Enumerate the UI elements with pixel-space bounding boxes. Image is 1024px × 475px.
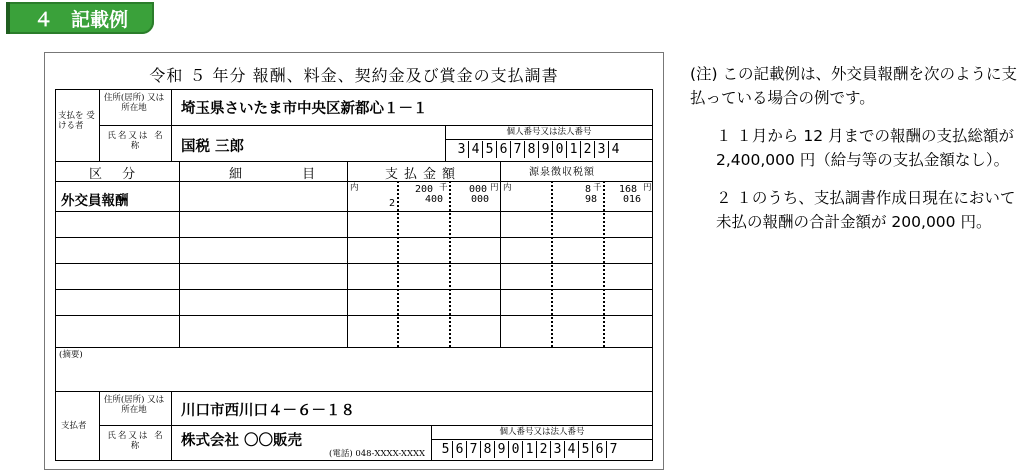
recipient-id-digit: 1: [566, 141, 580, 158]
amount-thousands-value: 400: [424, 194, 443, 205]
form-title: 令和 ５ 年分 報酬、料金、契約金及び賞金の支払調書: [149, 66, 559, 85]
payer-id-label: 個人番号又は法人番号: [499, 427, 585, 437]
amount-yen-value: 000: [470, 194, 489, 205]
note-item-2: ２ １のうち、支払調書作成日現在において未払の報酬の合計金額が 200,000 円。: [716, 189, 1016, 231]
recipient-id-digit: 7: [510, 141, 524, 158]
payer-name-label: 氏名又は 名称: [107, 431, 165, 451]
payer-phone: (電話) 048-XXXX-XXXX: [329, 449, 426, 459]
note-heading: (注) この記載例は、外交員報酬を次のように支払っている場合の例です。: [690, 65, 1018, 107]
recipient-id-digit: 3: [457, 142, 466, 157]
column-detail: 細 目: [229, 167, 344, 182]
section-title: 記載例: [71, 8, 129, 31]
column-amount: 支払金額: [385, 167, 462, 182]
payer-side-label: 支払者: [61, 421, 87, 431]
recipient-id-number: [455, 141, 622, 158]
payer-id-digit: 2: [536, 441, 550, 458]
section-bracket-decoration: [6, 2, 20, 34]
recipient-address-label: 住所(居所) 又は所在地: [103, 93, 165, 113]
tax-thousands-value: 98: [584, 194, 597, 205]
payer-id-digit: 9: [494, 441, 508, 458]
payer-id-number: [439, 441, 620, 458]
payer-id-digit: 1: [522, 441, 536, 458]
note-item-1: １ １月から 12 月までの報酬の支払総額が 2,400,000 円（給与等の支払金額なし）。: [716, 127, 1015, 169]
payer-address-label: 住所(居所) 又は所在地: [103, 395, 165, 415]
section-header: [6, 2, 154, 34]
amount-yen-unit: 円: [490, 183, 499, 193]
payer-id-digit: 5: [578, 441, 592, 458]
payer-name: 株式会社 〇〇販売: [181, 433, 303, 449]
recipient-id-label: 個人番号又は法人番号: [506, 127, 592, 137]
tax-thousands-top: 8: [584, 184, 591, 195]
column-category: 区 分: [89, 167, 144, 182]
remarks-label: (摘要): [59, 350, 83, 360]
tax-yen-value: 016: [622, 194, 641, 205]
tax-thousands-unit: 千: [593, 183, 602, 193]
recipient-id-digit: 9: [538, 141, 552, 158]
tax-yen-top: 168: [618, 184, 637, 195]
recipient-id-digit: 8: [524, 141, 538, 158]
amount-unpaid-value: 2: [388, 198, 395, 209]
payer-id-digit: 7: [606, 441, 620, 458]
recipient-id-digit: 2: [580, 141, 594, 158]
column-tax: 源泉徴収税額: [529, 167, 595, 178]
recipient-id-digit: 6: [496, 141, 510, 158]
recipient-name: 国税 三郎: [181, 139, 245, 155]
explanatory-note: [690, 62, 1020, 234]
payer-id-digit: 6: [452, 441, 466, 458]
recipient-id-digit: 4: [608, 141, 622, 158]
recipient-id-digit: 3: [594, 141, 608, 158]
row-category: 外交員報酬: [61, 193, 129, 209]
section-number: ４: [34, 8, 54, 31]
payer-address: 川口市西川口４－６－１８: [181, 403, 355, 419]
amount-thousands-unit: 千: [439, 183, 448, 193]
recipient-id-digit: 5: [482, 141, 496, 158]
recipient-address: 埼玉県さいたま市中央区新都心１－１: [181, 101, 428, 117]
recipient-id-digit: 4: [468, 141, 482, 158]
recipient-side-label: 支払を 受ける者: [58, 111, 95, 131]
tax-yen-unit: 円: [643, 183, 652, 193]
recipient-name-label: 氏名又は 名称: [107, 131, 165, 151]
tax-uchi-label: 内: [503, 183, 512, 193]
amount-yen-top: 000: [468, 184, 487, 195]
payer-id-digit: 5: [441, 442, 450, 457]
payment-record-form: [44, 52, 664, 470]
amount-uchi-label: 内: [350, 183, 359, 193]
recipient-id-digit: 0: [552, 141, 566, 158]
amount-thousands-top: 200: [414, 184, 433, 195]
payer-id-digit: 6: [592, 441, 606, 458]
payer-id-digit: 3: [550, 441, 564, 458]
payer-id-digit: 0: [508, 441, 522, 458]
payer-id-digit: 4: [564, 441, 578, 458]
payer-id-digit: 7: [466, 441, 480, 458]
payer-id-digit: 8: [480, 441, 494, 458]
